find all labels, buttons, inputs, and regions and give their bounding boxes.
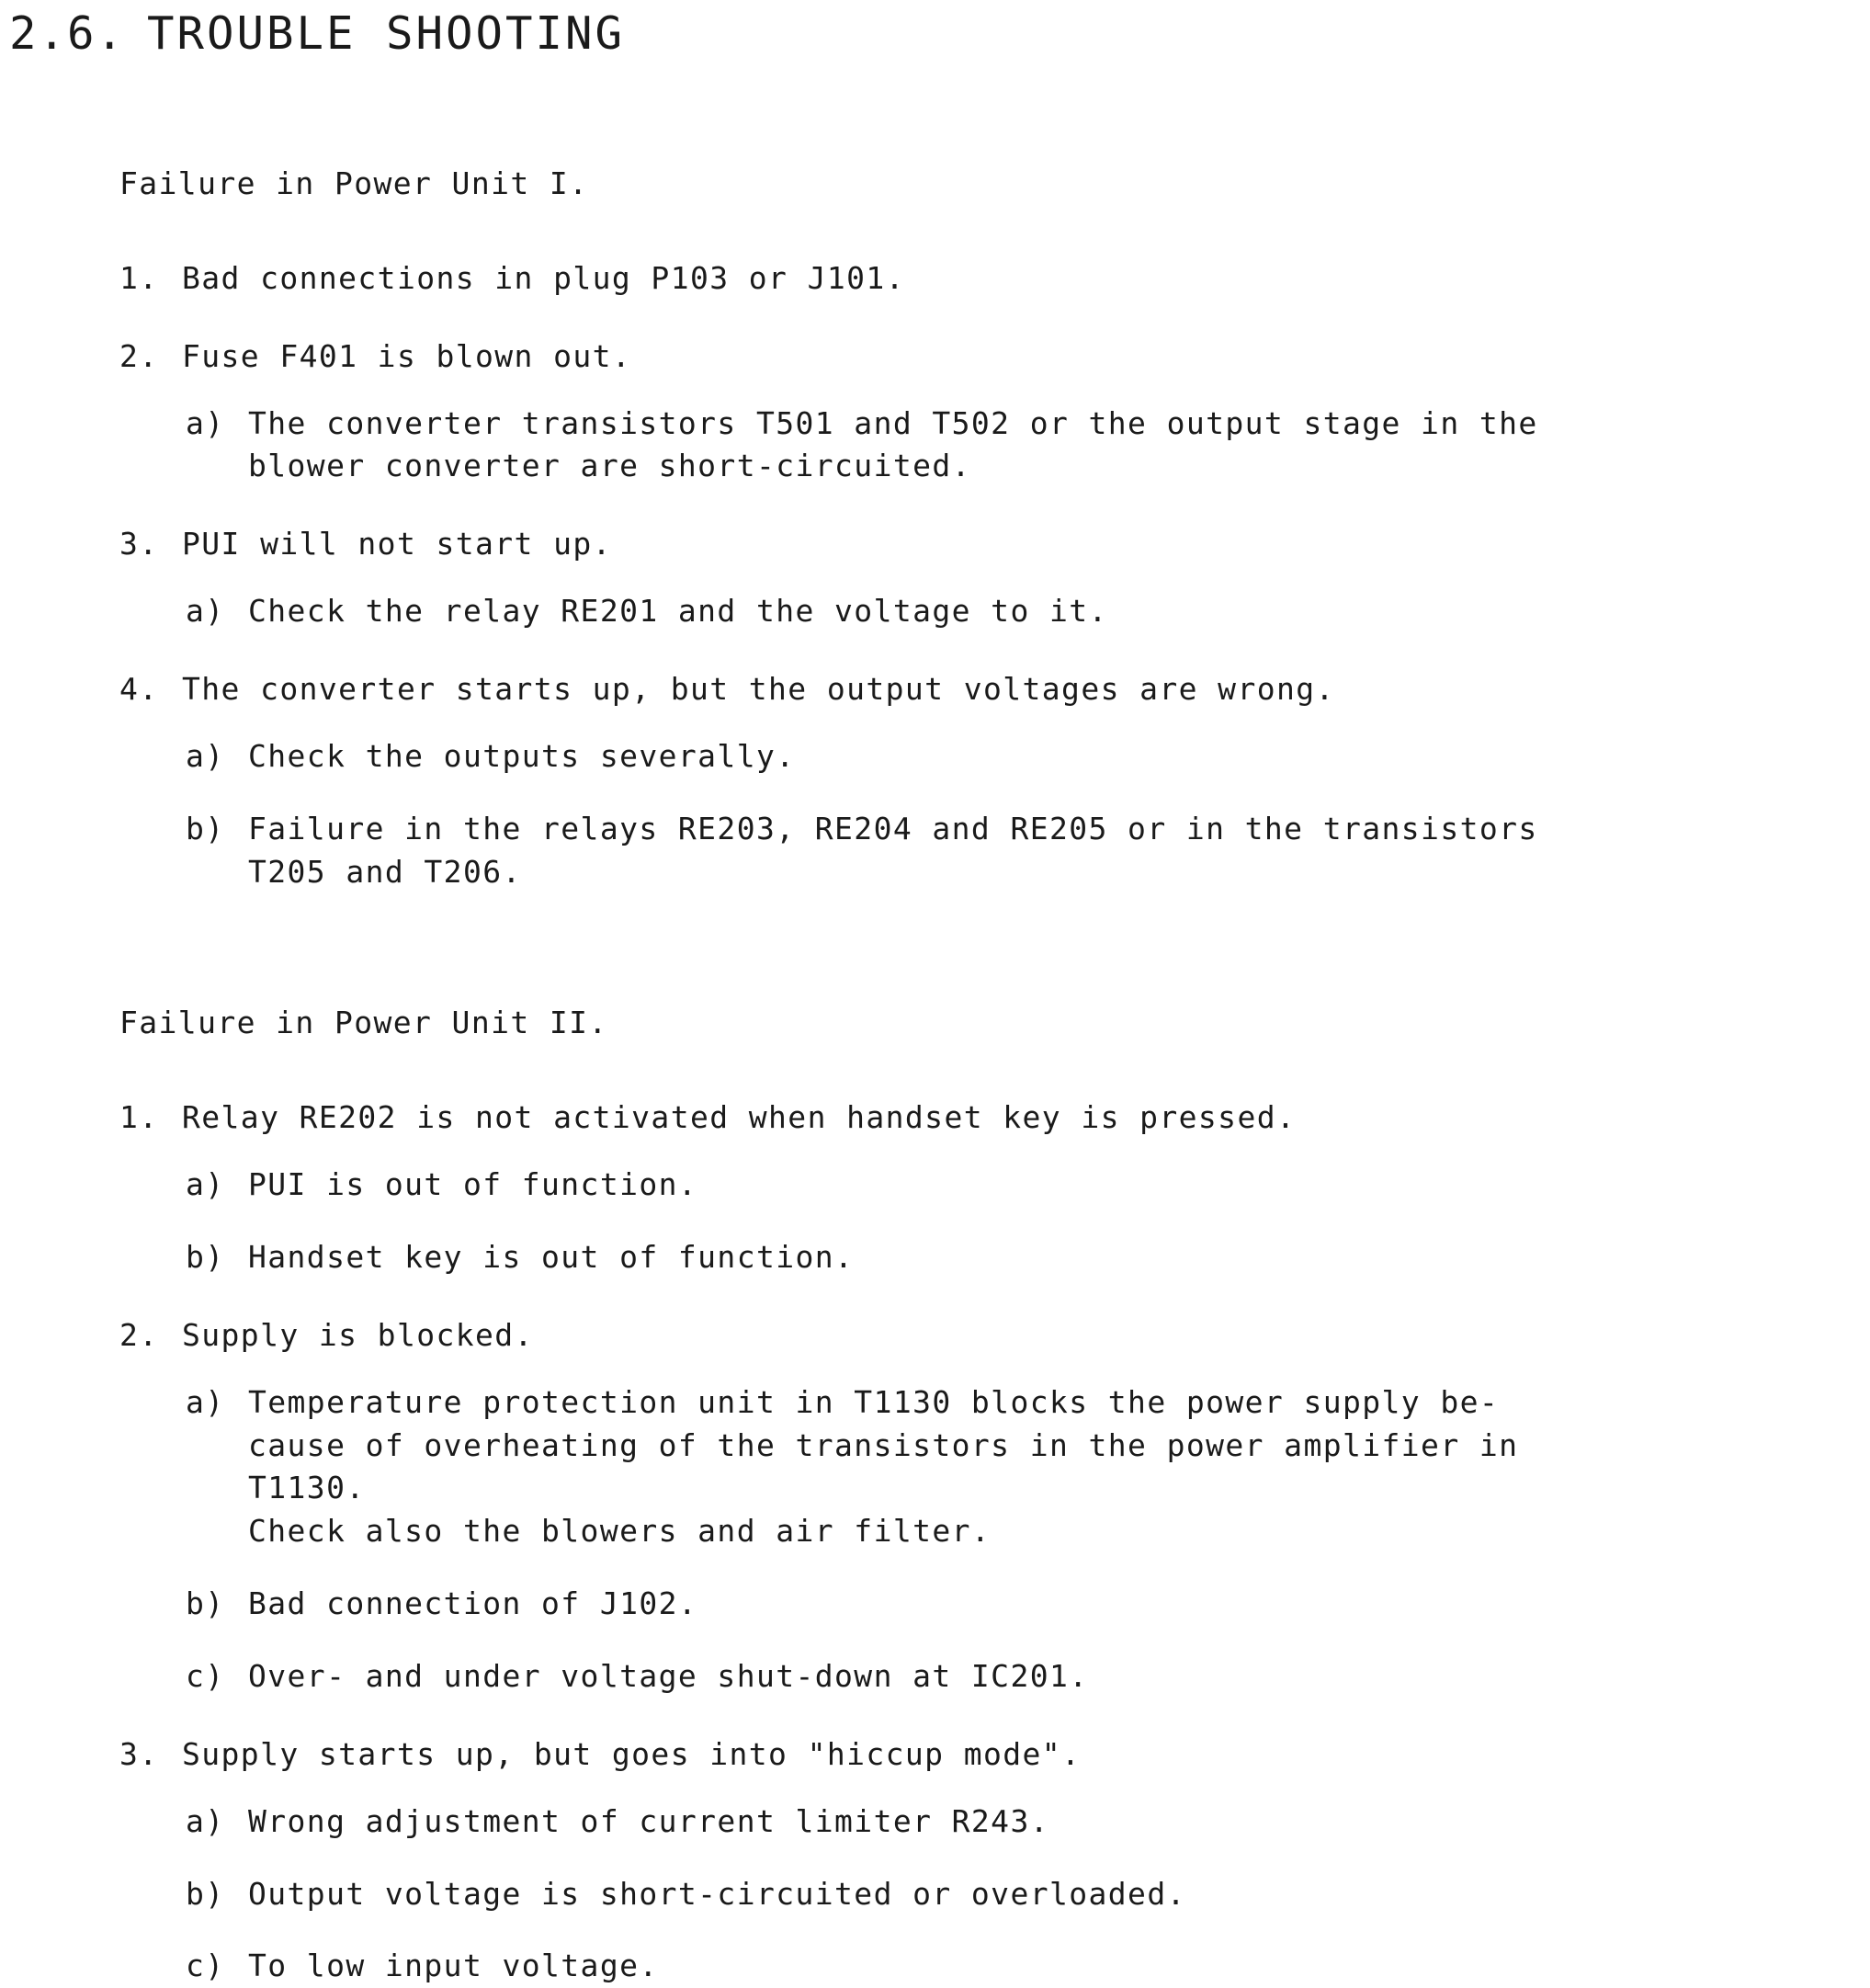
sub-list-text: Output voltage is short-circuited or overloaded. xyxy=(248,1875,1186,1912)
list-text: Supply is blocked. xyxy=(182,1316,534,1353)
sub-list xyxy=(182,735,1870,894)
list-item xyxy=(119,523,1870,633)
sub-list-text: The converter transistors T501 and T502 or the output stage in the xyxy=(248,404,1538,441)
sub-list-marker: c) xyxy=(186,1658,225,1695)
list-text: PUI will not start up. xyxy=(182,526,612,562)
list-item xyxy=(119,1733,1870,1988)
sub-list xyxy=(182,590,1870,633)
sub-list-item xyxy=(182,1236,1870,1279)
sub-list-item xyxy=(182,1164,1870,1207)
sub-list-marker: b) xyxy=(186,1585,225,1622)
sub-list-item xyxy=(182,1945,1870,1988)
document-page xyxy=(0,7,1870,1984)
sub-list-item xyxy=(182,403,1870,489)
list-item xyxy=(119,1314,1870,1698)
section-number: 2.6. xyxy=(9,7,126,60)
list-item xyxy=(119,668,1870,893)
list-marker: 2. xyxy=(119,337,159,374)
list-marker: 3. xyxy=(119,526,159,562)
list-text: Supply starts up, but goes into "hiccup mode". xyxy=(182,1735,1082,1772)
sub-list-marker: a) xyxy=(186,404,225,441)
list-marker: 4. xyxy=(119,671,159,708)
list-item xyxy=(119,1096,1870,1279)
sub-list-text: Bad connection of J102. xyxy=(248,1585,698,1622)
sub-list-marker: b) xyxy=(186,810,225,846)
sub-list-marker: a) xyxy=(186,1802,225,1839)
list-text: Relay RE202 is not activated when handset key is pressed. xyxy=(182,1099,1297,1136)
list-item xyxy=(119,257,1870,301)
list-marker: 1. xyxy=(119,259,159,296)
sub-list-text: T205 and T206. xyxy=(248,853,522,890)
list-marker: 1. xyxy=(119,1099,159,1136)
sub-list-text: Check also the blowers and air filter. xyxy=(248,1513,992,1550)
sub-list-text: Failure in the relays RE203, RE204 and RE205 or in the transistors xyxy=(248,810,1538,846)
section-2-list xyxy=(119,1096,1870,1988)
sub-list-text: Wrong adjustment of current limiter R243. xyxy=(248,1802,1049,1839)
sub-list-marker: a) xyxy=(186,1383,225,1420)
sub-list-text: Check the outputs severally. xyxy=(248,737,796,774)
sub-list-text: PUI is out of function. xyxy=(248,1166,698,1203)
sub-list-marker: a) xyxy=(186,1166,225,1203)
document-body xyxy=(119,163,1870,1988)
page-title xyxy=(9,7,1870,60)
sub-list-item xyxy=(182,1381,1870,1553)
section-title: TROUBLE SHOOTING xyxy=(147,7,626,60)
list-item xyxy=(119,335,1870,489)
sub-list-item xyxy=(182,1655,1870,1698)
sub-list-text: blower converter are short-circuited. xyxy=(248,448,971,484)
list-text: Bad connections in plug P103 or J101. xyxy=(182,259,905,296)
sub-list-item xyxy=(182,735,1870,778)
section-1-title: Failure in Power Unit I. xyxy=(119,165,589,201)
section-1-list xyxy=(119,257,1870,894)
sub-list-item xyxy=(182,808,1870,894)
sub-list xyxy=(182,1801,1870,1988)
sub-list-item xyxy=(182,1873,1870,1916)
sub-list-marker: c) xyxy=(186,1948,225,1984)
sub-list-text: cause of overheating of the transistors in the power amplifier in xyxy=(248,1426,1519,1463)
section-2-title: Failure in Power Unit II. xyxy=(119,1005,608,1041)
list-marker: 3. xyxy=(119,1735,159,1772)
list-text: Fuse F401 is blown out. xyxy=(182,337,632,374)
sub-list-marker: b) xyxy=(186,1239,225,1276)
sub-list-text: Over- and under voltage shut-down at IC201. xyxy=(248,1658,1089,1695)
list-text: The converter starts up, but the output voltages are wrong. xyxy=(182,671,1335,708)
list-marker: 2. xyxy=(119,1316,159,1353)
sub-list xyxy=(182,1381,1870,1698)
sub-list-item xyxy=(182,590,1870,633)
sub-list xyxy=(182,1164,1870,1279)
sub-list xyxy=(182,403,1870,489)
sub-list-item xyxy=(182,1801,1870,1844)
sub-list-marker: a) xyxy=(186,737,225,774)
sub-list-text: T1130. xyxy=(248,1470,366,1506)
sub-list-text: Handset key is out of function. xyxy=(248,1239,855,1276)
sub-list-text: Temperature protection unit in T1130 blocks the power supply be- xyxy=(248,1383,1500,1420)
sub-list-marker: b) xyxy=(186,1875,225,1912)
sub-list-item xyxy=(182,1583,1870,1626)
sub-list-marker: a) xyxy=(186,593,225,630)
sub-list-text: To low input voltage. xyxy=(248,1948,659,1984)
sub-list-text: Check the relay RE201 and the voltage to it. xyxy=(248,593,1108,630)
